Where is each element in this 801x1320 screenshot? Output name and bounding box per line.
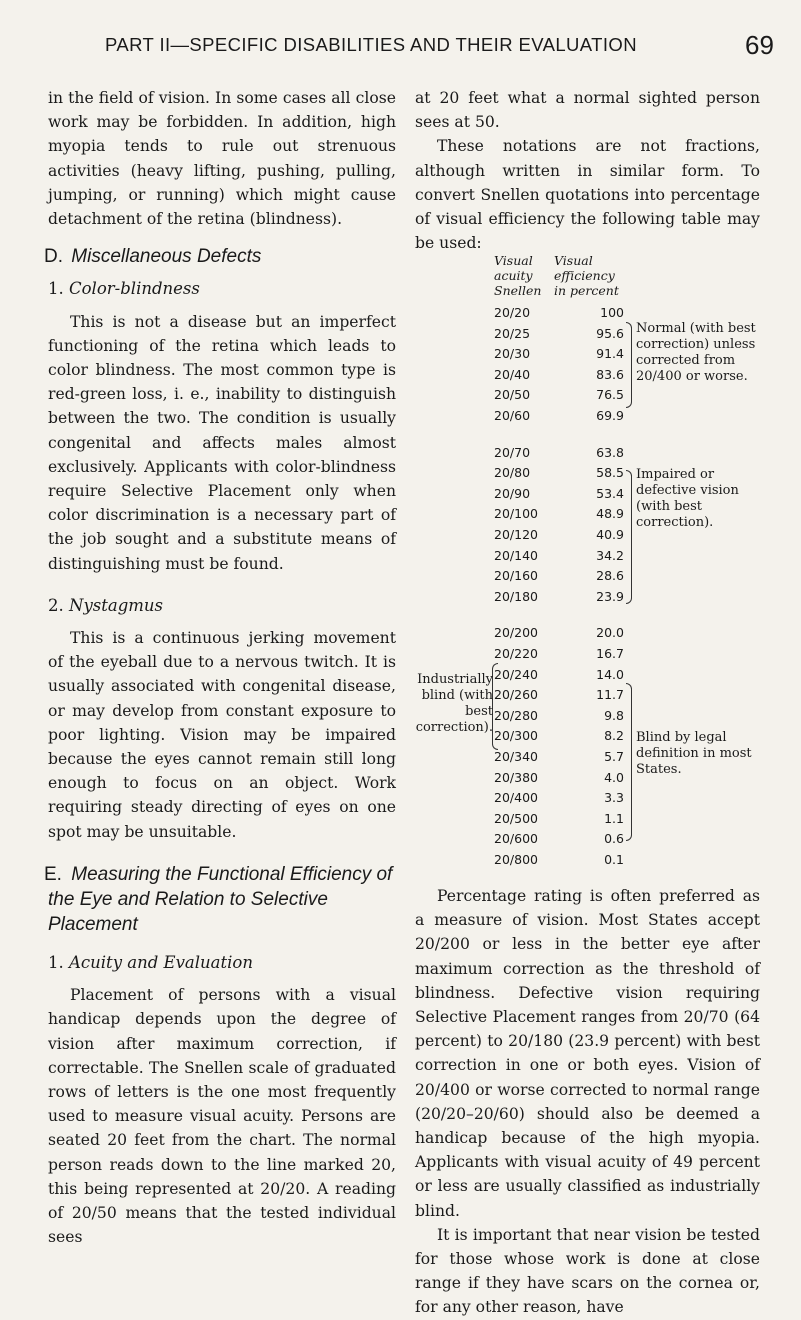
acuity-value: 20/160: [494, 568, 538, 584]
acuity-value: 20/180: [494, 588, 538, 604]
acuity-value: 20/30: [494, 346, 531, 362]
efficiency-value: 0.1: [604, 852, 624, 867]
acuity-value: 20/50: [494, 387, 531, 403]
acuity-value: 20/60: [494, 408, 531, 423]
subsection-3-title: Acuity and Evaluation: [69, 952, 253, 972]
note-impaired: Impaired or defective vision (with best correction).: [636, 467, 739, 530]
efficiency-value: 63.8: [596, 444, 624, 460]
subsection-3-heading: [48, 951, 396, 975]
acuity-value: 20/220: [494, 646, 538, 661]
acuity-value: 20/80: [494, 465, 531, 481]
efficiency-value: 91.4: [596, 346, 624, 362]
table-row: [494, 305, 624, 322]
table-row: [494, 811, 624, 828]
acuity-value: 20/25: [494, 325, 531, 341]
table-row: [494, 749, 624, 766]
acuity-value: 20/200: [494, 625, 538, 641]
efficiency-value: 5.7: [604, 749, 624, 764]
table-row: [494, 568, 624, 585]
table-row: [494, 326, 624, 343]
efficiency-value: 95.6: [596, 325, 624, 341]
note-industrial: Industrially blind (with best correction).: [415, 672, 493, 735]
subsection-3-number: 1.: [48, 952, 64, 972]
section-e-title: Measuring the Functional Efficiency of the Eye and Relation to Selective Placement: [48, 863, 393, 935]
acuity-value: 20/70: [494, 444, 531, 460]
table-header-acuity: [494, 253, 541, 298]
table-row: [494, 790, 624, 807]
table-row: [494, 346, 624, 363]
acuity-value: 20/340: [494, 749, 538, 764]
header-visual: Visual: [494, 253, 533, 268]
right-top-paragraph: at 20 feet what a normal sighted person sees at 50.: [415, 89, 760, 132]
efficiency-value: 20.0: [596, 625, 624, 641]
near-vision-paragraph: It is important that near vision be tested for those whose work is done at close range if they have scars on the cornea or, for any other reason, have: [415, 1225, 760, 1317]
efficiency-value: 8.2: [604, 728, 624, 744]
note-legal: Blind by legal definition in most States.: [636, 730, 752, 777]
table-row: [494, 387, 624, 404]
right-lower: [415, 884, 760, 1320]
table-header-efficiency: [554, 253, 619, 298]
efficiency-value: 58.5: [596, 465, 624, 481]
efficiency-value: 1.1: [604, 810, 624, 826]
header-in-percent: in percent: [554, 283, 619, 298]
efficiency-value: 9.8: [604, 707, 624, 723]
efficiency-value: 76.5: [596, 387, 624, 403]
intro-paragraph: in the field of vision. In some cases all close work may be forbidden. In addition, high myopia tends to rule out strenuous activities (heavy lifting, pushing, pulling, jumping, or running) which might cause detachment of the retina (blindness).: [48, 89, 396, 229]
subsection-1-heading: [48, 277, 396, 301]
section-e-letter: E.: [44, 863, 62, 885]
acuity-value: 20/380: [494, 769, 538, 785]
acuity-value: 20/100: [494, 506, 538, 522]
brace-normal: [626, 322, 632, 408]
efficiency-value: 48.9: [596, 506, 624, 522]
subsection-2-number: 2.: [48, 595, 64, 615]
efficiency-value: 100: [600, 305, 624, 320]
subsection-2-title: Nystagmus: [69, 595, 163, 615]
left-column: [44, 86, 396, 1249]
acuity-value: 20/500: [494, 810, 538, 826]
table-row: [494, 646, 624, 663]
table-row: [494, 852, 624, 869]
table-row: [494, 687, 624, 704]
table-row: [494, 625, 624, 642]
efficiency-value: 69.9: [596, 408, 624, 423]
efficiency-value: 3.3: [604, 790, 624, 806]
page-number: 69: [745, 30, 774, 60]
acuity-value: 20/260: [494, 687, 538, 703]
efficiency-value: 23.9: [596, 588, 624, 604]
table-row: [494, 408, 624, 425]
efficiency-value: 16.7: [596, 646, 624, 661]
section-d-title: Miscellaneous Defects: [71, 246, 262, 268]
table-row: [494, 465, 624, 482]
acuity-value: 20/120: [494, 527, 538, 542]
table-row: [494, 527, 624, 544]
running-header: PART II—SPECIFIC DISABILITIES AND THEIR EVALUATION: [105, 34, 637, 55]
acuity-paragraph: Placement of persons with a visual handicap depends upon the degree of vision after maximum correction, if correctable. The Snellen scale of graduated rows of letters is the one most frequently used to measure visual acuity. Persons are seated 20 feet from the chart. The normal person reads down to the line marked 20, this being represented at 20/20. A reading of 20/50 means that the tested individual sees: [48, 986, 396, 1247]
acuity-value: 20/400: [494, 790, 538, 806]
table-row: [494, 831, 624, 848]
notations-paragraph: These notations are not fractions, although written in similar form. To convert Snellen quotations into percentage of visual efficiency the following table may be used:: [415, 137, 760, 253]
efficiency-value: 11.7: [596, 687, 624, 703]
efficiency-value: 28.6: [596, 568, 624, 584]
table-row: [494, 589, 624, 606]
acuity-value: 20/40: [494, 366, 531, 382]
table-row: [494, 445, 624, 462]
acuity-value: 20/300: [494, 728, 538, 744]
acuity-value: 20/280: [494, 707, 538, 723]
table-row: [494, 367, 624, 384]
acuity-value: 20/140: [494, 547, 538, 563]
efficiency-value: 0.6: [604, 831, 624, 847]
table-row: [494, 770, 624, 787]
efficiency-value: 40.9: [596, 527, 624, 542]
acuity-value: 20/90: [494, 485, 531, 501]
acuity-value: 20/600: [494, 831, 538, 847]
table-row: [494, 728, 624, 745]
brace-impaired: [626, 470, 632, 604]
acuity-value: 20/20: [494, 305, 531, 320]
header-efficiency: efficiency: [554, 268, 615, 283]
color-blindness-paragraph: This is not a disease but an imperfect functioning of the retina which leads to color blindness. The most common type is red-green loss, i. e., inability to distinguish between the two. The condition is usually congenital and affects males almost exclusively. Applicants with color-blindness require Selective Placement only when color discrimination is a necessary part of the job sought and a substitute means of distinguishing must be found.: [48, 312, 396, 573]
note-normal: Normal (with best correction) unless corrected from 20/400 or worse.: [636, 321, 756, 384]
subsection-1-title: Color-blindness: [69, 279, 200, 299]
efficiency-value: 34.2: [596, 547, 624, 563]
section-e-heading: [44, 862, 396, 937]
subsection-2-heading: [48, 594, 396, 618]
efficiency-value: 4.0: [604, 769, 624, 785]
percentage-paragraph: Percentage rating is often preferred as a measure of vision. Most States accept 20/200 or less in the better eye after maximum correction as the threshold of blindness. Defective vision requiring Selective Placement ranges from 20/70 (64 percent) to 20/180 (23.9 percent) with best correction in one or both eyes. Vision of 20/400 or worse corrected to normal range (20/20–20/60) should also be deemed a handicap because of the high myopia. Applicants with visual acuity of 49 percent or less are usually classified as industrially blind.: [415, 887, 760, 1220]
nystagmus-paragraph: This is a continuous jerking movement of the eyeball due to a nervous twitch. It is usually associated with congenital disease, or may develop from constant exposure to poor lighting. Vision may be impaired because the eyes cannot remain still long enough to focus on an object. Work requiring steady directing of eyes on one spot may be unsuitable.: [48, 629, 396, 841]
table-row: [494, 506, 624, 523]
efficiency-value: 53.4: [596, 485, 624, 501]
brace-legal: [626, 683, 632, 841]
header-acuity: acuity: [494, 268, 533, 283]
table-row: [494, 667, 624, 684]
subsection-1-number: 1.: [48, 279, 64, 299]
section-d-heading: [44, 245, 396, 269]
acuity-value: 20/240: [494, 666, 538, 682]
section-d-letter: D.: [44, 246, 63, 268]
header-visual-2: Visual: [554, 253, 593, 268]
right-column: [415, 86, 760, 255]
header-snellen: Snellen: [494, 283, 542, 298]
table-row: [494, 486, 624, 503]
acuity-value: 20/800: [494, 852, 538, 867]
table-row: [494, 708, 624, 725]
table-row: [494, 548, 624, 565]
efficiency-value: 14.0: [596, 666, 624, 682]
efficiency-value: 83.6: [596, 366, 624, 382]
